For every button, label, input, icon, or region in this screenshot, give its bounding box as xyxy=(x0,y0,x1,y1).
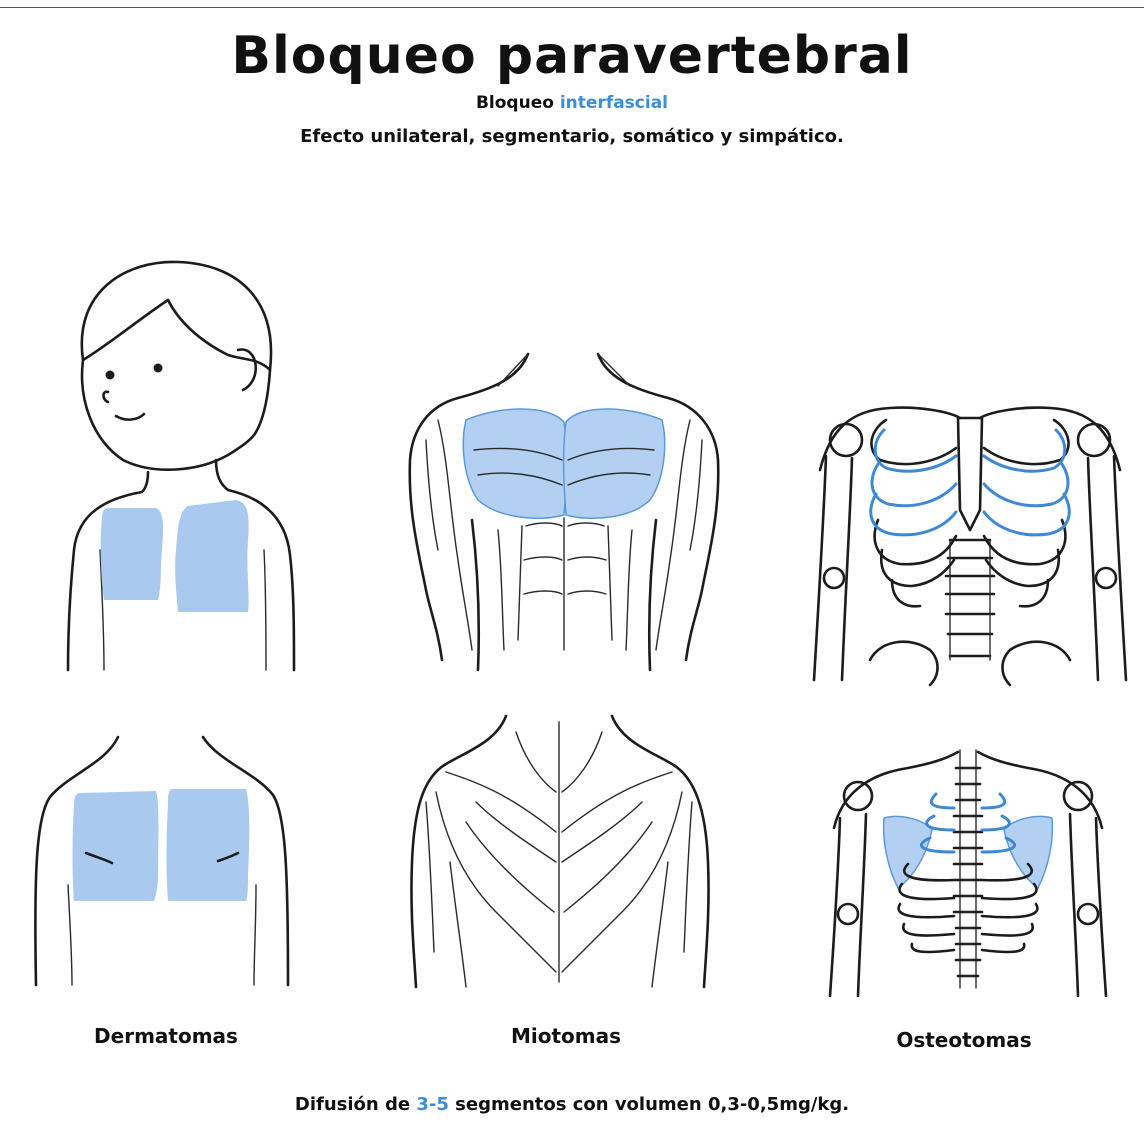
footer-accent: 3-5 xyxy=(416,1094,449,1115)
subtitle-accent: interfascial xyxy=(559,93,669,113)
muscles-back-icon xyxy=(406,712,726,992)
top-rule xyxy=(0,7,1144,8)
label-miotomas: Miotomas xyxy=(510,1024,622,1048)
footer-prefix: Difusión de xyxy=(294,1094,411,1115)
muscles-front-icon xyxy=(398,350,738,690)
diffusion-note xyxy=(0,1094,1144,1115)
ribcage-front-icon xyxy=(800,360,1140,690)
subtitle-prefix: Bloqueo xyxy=(475,93,554,113)
footer-suffix: segmentos con volumen 0,3-0,5mg/kg. xyxy=(455,1094,850,1115)
label-dermatomas: Dermatomas xyxy=(94,1024,238,1048)
child-back-icon xyxy=(28,735,298,995)
block-type-subtitle xyxy=(0,92,1144,114)
label-osteotomas: Osteotomas xyxy=(896,1028,1032,1052)
page-title: Bloqueo paravertebral xyxy=(231,26,913,86)
child-front-icon xyxy=(38,250,328,680)
effect-description: Efecto unilateral, segmentario, somático y simpático. xyxy=(300,126,844,147)
ribcage-back-icon xyxy=(818,738,1118,998)
